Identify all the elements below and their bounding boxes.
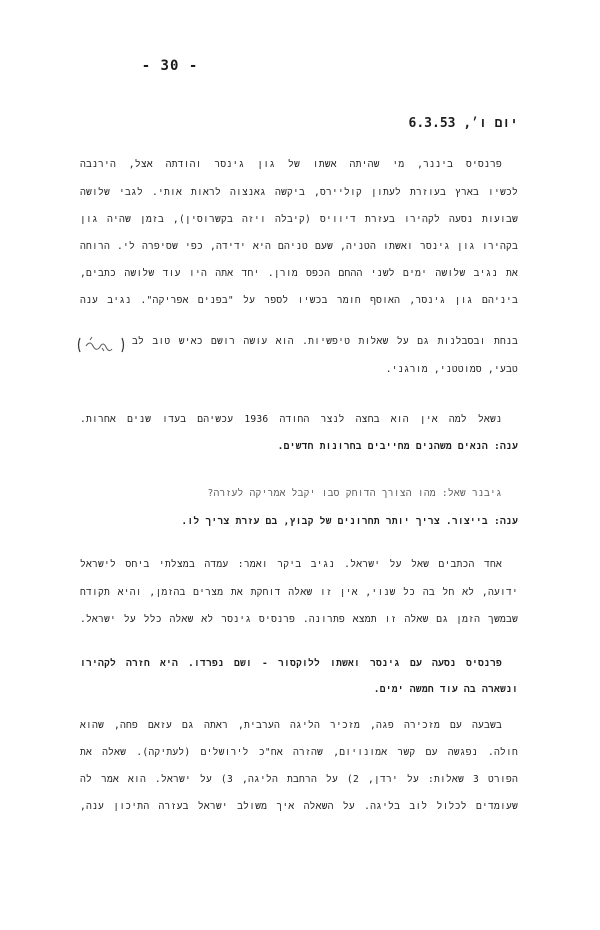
text-line: הפורט 3 שאלות: על ירדן, 2) על הרחבת הליגה, 3) על ישראל. הוא אמר לה [80,774,518,785]
text-line: חולה. נפגשה עם קשר אמונויום, שהזרה אח"כ לירושלים (לעתיקה). שאלה את [80,747,518,758]
text-line: ענה: הנאים משהנים מחייבים בחרונות חדשים. [277,441,518,452]
text-line: ביניהם גון גינסר, האוסף חומר בכשיו לספר על "בפנים אפריקה". נגיב ענה [80,295,518,306]
page-number: - 30 - [141,58,199,74]
handwritten-annotation-icon [76,334,126,356]
text-line: לכשיו בארץ בעוזרת לעתון קוליירס, ביקשה גאנצוה לראות אותי. לגבי שלושה [80,187,518,198]
text-line: טבעי, סמוטטני, מורגני. [385,364,518,375]
text-line: שבמשך הזמן גם שאלה זו תמצא פתרונה. פרנסיס גינסר לא שאלה כלל על ישראל. [80,614,518,625]
text-line: פרנסיס ביננר, מי שהיתה אשתו של גון גינסר והודתה אצל, הירנבה [80,159,502,170]
text-line: ענה: בייצור. צריך יותר תחרונים של קבוץ, בם עזרת צריך לו. [181,516,518,527]
text-line: בנחת ובסבלנות גם על שאלות טיפשיות. הוא עושה רושם כאיש טוב לב [132,336,518,347]
text-line: ונשארה בה עוד חמשה ימים. [373,684,518,695]
text-line: שבועות נסעה לקהירו בעזרת דיוויס (קיבלה ויזה בקשרוסין), בזמן שהיה גון [80,214,518,225]
dateline: יום ו׳, 6.3.53 [408,116,518,131]
text-line: נשאל למה אין הוא בחצה לנצר החודה 1936 עכשיהם בעדו שנים אחרות. [80,414,502,425]
text-line: ידועה, לא חל בה כל שנוי, אין זו שאלה דוחקת את מצרים בהזמן, והיא תקודח [80,587,518,598]
text-line: את נגיב שלושה ימים לשני ההחם הכפס מורן. יחד אתה היו עוד שלושה כתבים, [80,268,518,279]
text-line: גיבנר שאל: מהו הצורך הדוחק סבו יקבל אמריקה לעזרה? [207,488,502,499]
text-line: אחד הכתבים שאל על ישראל. נגיב ביקר ואמר: עמדה במצלתי ביחס לישראל [80,559,502,570]
text-line: שעומדים לכלול לוב בליגה. על השאלה איך משולב ישראל בעזרה התיכון ענה, [80,801,518,812]
text-line: בשבעה עם מזכירה פגה, מזכיר הליגה הערבית, ראתה גם עזאם פחה, שהוא [80,720,502,731]
text-line: פרנסיס נסעה עם גינסר ואשתו ללוקסור - ושם נפרדו. היא חזרה לקהירו [80,658,502,669]
text-line: בקהירו גון גינסר ואשתו הטניה, שעם טניהם היא ידידה, כפי שסיפרה לי. הרוחה [80,241,518,252]
